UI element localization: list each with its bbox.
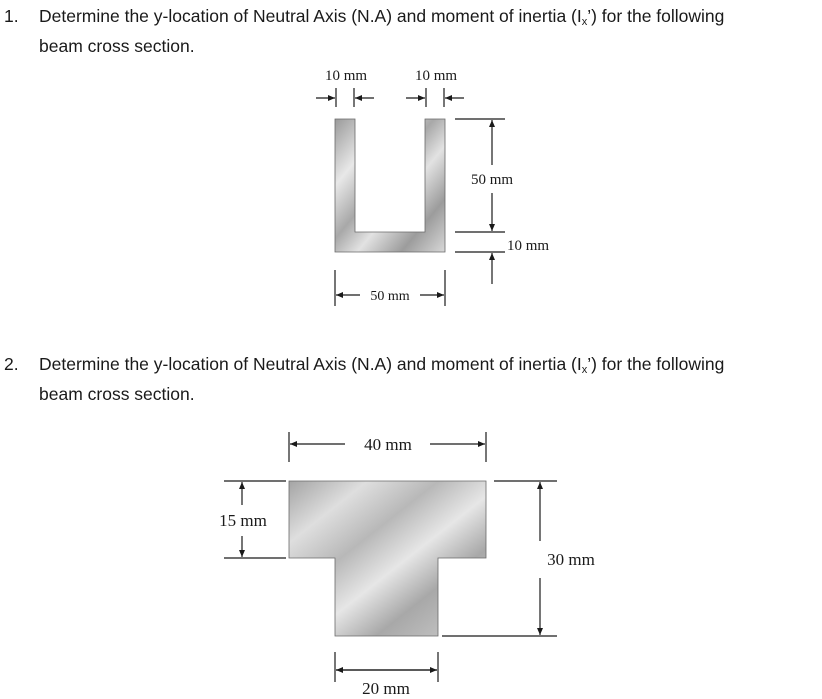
t-section-figure <box>219 432 595 698</box>
problem-2-line-2: beam cross section. <box>39 384 195 404</box>
problem-1-subscript: x <box>581 16 588 28</box>
t-section-shape <box>289 481 486 636</box>
right-flange-label: 10 mm <box>414 68 458 84</box>
base-thickness-dimension <box>455 252 505 284</box>
problem-2-line-1-end: ’) for the following <box>587 354 725 374</box>
flange-width-label: 40 mm <box>364 435 412 454</box>
problem-1-line-2: beam cross section. <box>39 36 195 56</box>
left-flange-label: 10 mm <box>324 68 368 84</box>
problem-1-line-1-text: Determine the y-location of Neutral Axis (N.A) and moment of inertia (I <box>39 6 582 26</box>
flange-thickness-label: 15 mm <box>219 511 267 530</box>
problem-1-number: 1. <box>4 6 19 26</box>
u-channel-section <box>335 119 445 252</box>
u-channel-figure <box>316 68 549 306</box>
right-flange-dimension <box>406 88 464 107</box>
problem-2-line-1-text: Determine the y-location of Neutral Axis (N.A) and moment of inertia (I <box>39 354 582 374</box>
web-width-dimension <box>335 652 438 682</box>
base-thickness-label: 10 mm <box>506 238 550 254</box>
left-flange-dimension <box>316 88 374 107</box>
problem-2-subscript: x <box>581 364 588 376</box>
total-height-label: 30 mm <box>547 550 595 569</box>
problem-1-line-1-end: ’) for the following <box>587 6 725 26</box>
web-width-label: 20 mm <box>362 679 410 698</box>
inner-height-label: 50 mm <box>470 172 514 188</box>
total-width-label: 50 mm <box>370 289 410 304</box>
problem-2-number: 2. <box>4 354 19 374</box>
